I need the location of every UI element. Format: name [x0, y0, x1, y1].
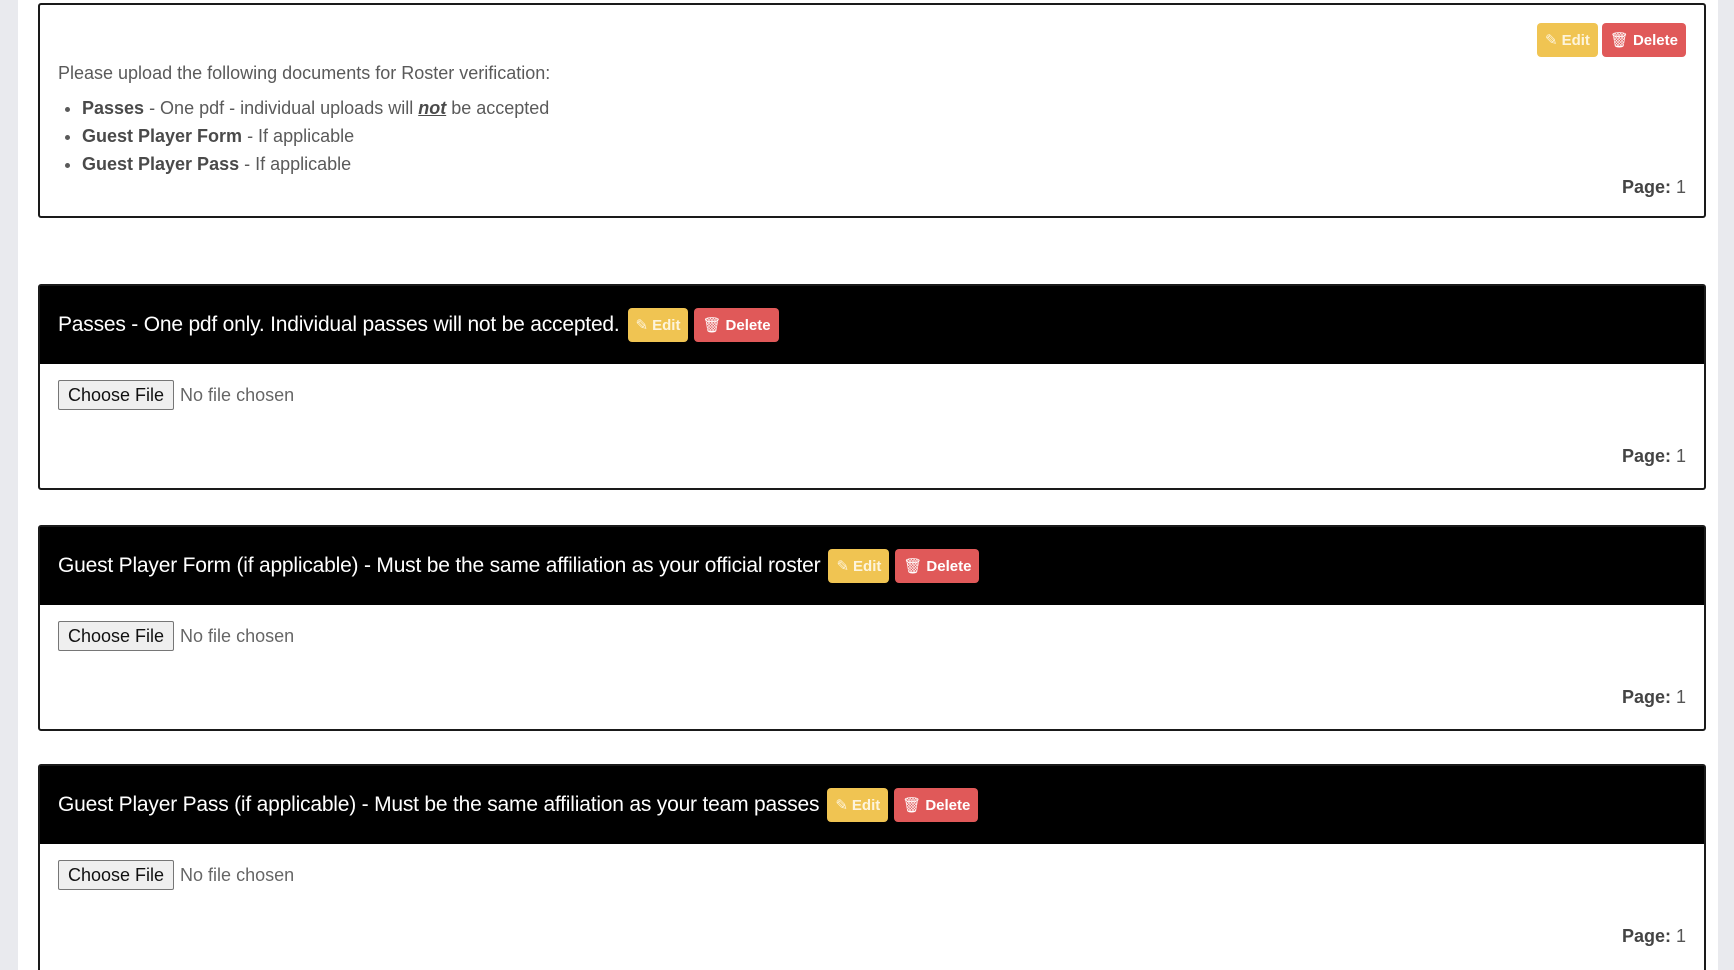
document-note-end: be accepted: [446, 98, 550, 118]
delete-button[interactable]: [694, 308, 778, 342]
delete-button[interactable]: [894, 788, 978, 822]
document-note: - One pdf - individual uploads will: [144, 98, 419, 118]
choose-file-button[interactable]: Choose File: [58, 621, 174, 651]
page-indicator: [1622, 446, 1686, 467]
page-value: 1: [1675, 926, 1686, 946]
document-name: Passes: [82, 98, 145, 118]
page-value: 1: [1675, 177, 1686, 197]
section-header: [40, 766, 1704, 844]
emphasis-text: not: [418, 98, 447, 118]
choose-file-button[interactable]: Choose File: [58, 860, 174, 890]
section-title: Guest Player Form (if applicable) - Must be the same affiliation as your official roster: [58, 554, 821, 577]
section-header: [40, 286, 1704, 364]
section-body: [40, 364, 1704, 488]
delete-label: Delete: [926, 557, 972, 575]
instructions-edit-button[interactable]: [1537, 23, 1598, 57]
document-note: - If applicable: [242, 126, 355, 146]
file-status: No file chosen: [180, 864, 295, 885]
page-label: Page:: [1621, 177, 1671, 197]
pencil-icon: ✎: [1545, 32, 1558, 49]
page-indicator: [1622, 926, 1686, 947]
section-title: Guest Player Pass (if applicable) - Must be the same affiliation as your team passes: [58, 793, 820, 816]
section-header: [40, 527, 1704, 605]
instructions-delete-button[interactable]: [1602, 23, 1686, 57]
page-label: Page:: [1621, 687, 1671, 707]
section-actions: [827, 788, 978, 822]
section-actions: [828, 549, 979, 583]
file-input: [58, 621, 294, 651]
page-value: 1: [1675, 446, 1686, 466]
page-indicator: [1622, 177, 1686, 198]
page-label: Page:: [1621, 446, 1671, 466]
instructions-heading: Please upload the following documents for Roster verification:: [58, 63, 551, 83]
instructions-actions: [1537, 23, 1686, 57]
file-input: [58, 860, 294, 890]
trash-icon: 🗑: [702, 317, 722, 334]
delete-button[interactable]: [895, 549, 979, 583]
section-body: [40, 605, 1704, 729]
instructions-text: [58, 63, 550, 178]
page-value: 1: [1675, 687, 1686, 707]
section-actions: [628, 308, 779, 342]
delete-label: Delete: [925, 796, 971, 814]
document-name: Guest Player Pass: [82, 154, 240, 174]
choose-file-button[interactable]: Choose File: [58, 380, 174, 410]
edit-button[interactable]: [827, 788, 888, 822]
pencil-icon: ✎: [836, 558, 850, 575]
instructions-panel: [38, 3, 1706, 218]
document-note: - If applicable: [239, 154, 352, 174]
right-scroll-rail: [1718, 0, 1734, 970]
pencil-icon: ✎: [835, 797, 848, 814]
delete-label: Delete: [725, 316, 771, 334]
list-item: [82, 122, 550, 150]
section-title: Passes - One pdf only. Individual passes will not be accepted.: [58, 313, 620, 336]
delete-label: Delete: [1632, 31, 1678, 49]
upload-section-guest-player-pass: [38, 764, 1706, 970]
list-item: [82, 94, 550, 122]
edit-label: Edit: [1561, 31, 1590, 49]
pencil-icon: ✎: [635, 317, 649, 334]
page-label: Page:: [1621, 926, 1671, 946]
file-status: No file chosen: [180, 384, 295, 405]
upload-section-passes: [38, 284, 1706, 490]
file-status: No file chosen: [180, 625, 295, 646]
left-scroll-rail: [0, 0, 18, 970]
required-documents-list: [58, 94, 550, 178]
edit-label: Edit: [652, 316, 681, 334]
trash-icon: 🗑: [1609, 32, 1629, 49]
upload-section-guest-player-form: [38, 525, 1706, 731]
trash-icon: 🗑: [902, 797, 922, 814]
document-name: Guest Player Form: [82, 126, 243, 146]
edit-label: Edit: [851, 796, 881, 814]
file-input: [58, 380, 294, 410]
section-body: [40, 844, 1704, 968]
edit-button[interactable]: [828, 549, 889, 583]
edit-button[interactable]: [628, 308, 689, 342]
page-indicator: [1622, 687, 1686, 708]
list-item: [82, 150, 550, 178]
trash-icon: 🗑: [903, 558, 923, 575]
edit-label: Edit: [853, 557, 882, 575]
